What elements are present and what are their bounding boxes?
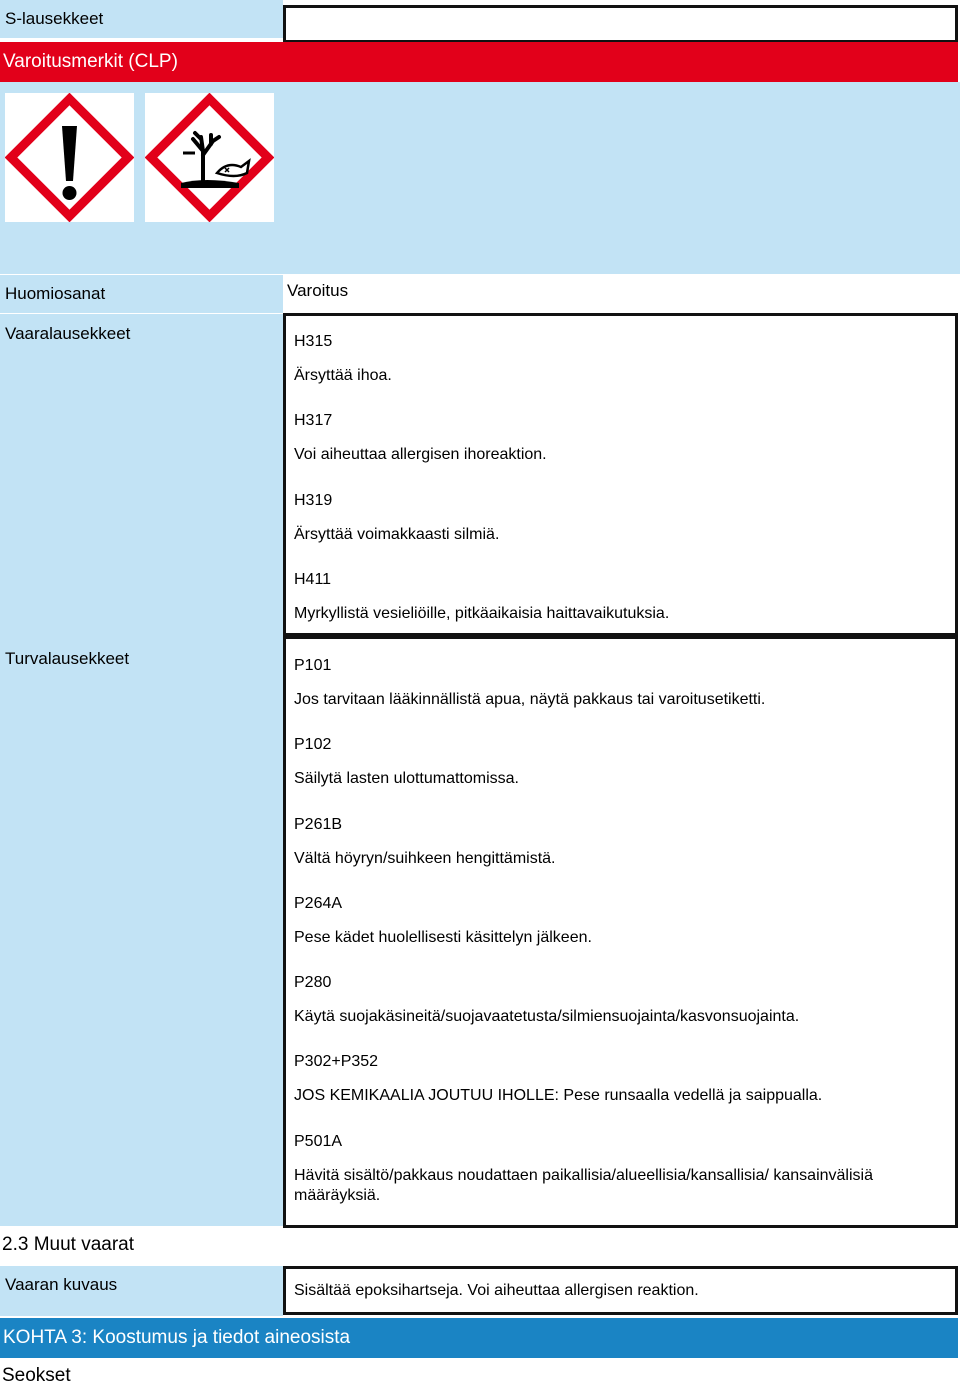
statement-text: Ärsyttää ihoa. [294,367,392,384]
statement-text: Vältä höyryn/suihkeen hengittämistä. [294,850,556,867]
statement-code: P501A [294,1133,343,1150]
pictogram-area [0,82,960,274]
statement-code: P302+P352 [294,1053,379,1070]
hazard-description-label: Vaaran kuvaus [0,1266,283,1316]
statement-code: P261B [294,816,343,833]
signal-word-value: Varoitus [287,281,349,300]
other-hazards-heading: 2.3 Muut vaarat [2,1234,135,1255]
statement-text: Ärsyttää voimakkaasti silmiä. [294,526,500,543]
environment-hazard-icon [145,93,274,222]
statement-code: H317 [294,412,333,429]
statement-text: JOS KEMIKAALIA JOUTUU IHOLLE: Pese runsaalla vedellä ja saippualla. [294,1087,823,1104]
statement-text: Voi aiheuttaa allergisen ihoreaktion. [294,446,547,463]
statement-code: P102 [294,736,332,753]
statement-code: H315 [294,333,333,350]
statement-text: Hävitä sisältö/pakkaus noudattaen paikallisia/alueellisia/kansallisia/ kansainvälisiä määräyksiä. [294,1167,873,1204]
pictograms-header: Varoitusmerkit (CLP) [0,42,958,82]
statement-text: Säilytä lasten ulottumattomissa. [294,770,519,787]
s-phrases-label: S-lausekkeet [0,0,283,38]
statement-code: H411 [294,571,332,588]
precautionary-statements-box [283,636,958,1228]
mixtures-heading: Seokset [2,1365,71,1386]
exclamation-mark-icon [5,93,134,222]
statement-text: Myrkyllistä vesieliöille, pitkäaikaisia haittavaikutuksia. [294,605,670,622]
precautionary-statements-label: Turvalausekkeet [0,636,283,1226]
statement-text: Jos tarvitaan lääkinnällistä apua, näytä pakkaus tai varoitusetiketti. [294,691,766,708]
statement-code: P280 [294,974,332,991]
hazard-statements-label: Vaaralausekkeet [0,314,283,636]
hazard-statements-box [283,313,958,636]
statement-code: P264A [294,895,343,912]
statement-text: Käytä suojakäsineitä/suojavaatetusta/silmiensuojainta/kasvonsuojainta. [294,1008,800,1025]
s-phrases-value [283,5,958,43]
statement-code: H319 [294,492,333,509]
signal-word-label: Huomiosanat [0,275,283,313]
hazard-description-value: Sisältää epoksihartseja. Voi aiheuttaa allergisen reaktion. [283,1266,958,1315]
section-3-header: KOHTA 3: Koostumus ja tiedot aineosista [0,1318,958,1358]
statement-text: Pese kädet huolellisesti käsittelyn jälkeen. [294,929,592,946]
statement-code: P101 [294,657,332,674]
